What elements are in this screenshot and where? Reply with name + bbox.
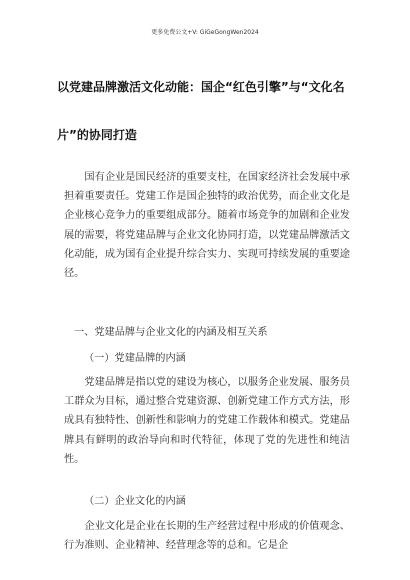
intro-paragraph: 国有企业是国民经济的重要支柱，在国家经济社会发展中承担着重要责任。党建工作是国企独特的政治优势，而企业文化是企业核心竞争力的重要组成部分。随着市场竞争的加剧和企业发展的需要，将党建品牌与企业文化协同打造，以党建品牌激活文化动能，成为国有企业提升综合实力、实现可持续发展的重要途径。: [64, 172, 350, 280]
section-heading-1: 一、党建品牌与企业文化的内涵及相互关系: [74, 327, 268, 338]
document-title-line-1: 以党建品牌激活文化动能：国企“红色引擎”与“文化名: [57, 80, 345, 94]
subsection-heading-1: （一）党建品牌的内涵: [84, 353, 186, 364]
subsection-heading-2: （二）企业文化的内涵: [84, 496, 186, 507]
corporate-culture-paragraph: 企业文化是企业在长期的生产经营过程中形成的价值观念、行为准则、企业精神、经营理念等的总和。它是企: [64, 521, 350, 552]
document-title-line-2: 片”的协同打造: [57, 128, 137, 142]
party-brand-paragraph: 党建品牌是指以党的建设为核心，以服务企业发展、服务员工群众为目标，通过整合党建资源、创新党建工作方式方法，形成具有独特性、创新性和影响力的党建工作载体和模式。党建品牌具有鲜明的政治导向和时代特征，体现了党的先进性和纯洁性。: [64, 377, 350, 465]
page-header: 更多免费公文+V: GiGeGongWen2024: [151, 29, 259, 36]
